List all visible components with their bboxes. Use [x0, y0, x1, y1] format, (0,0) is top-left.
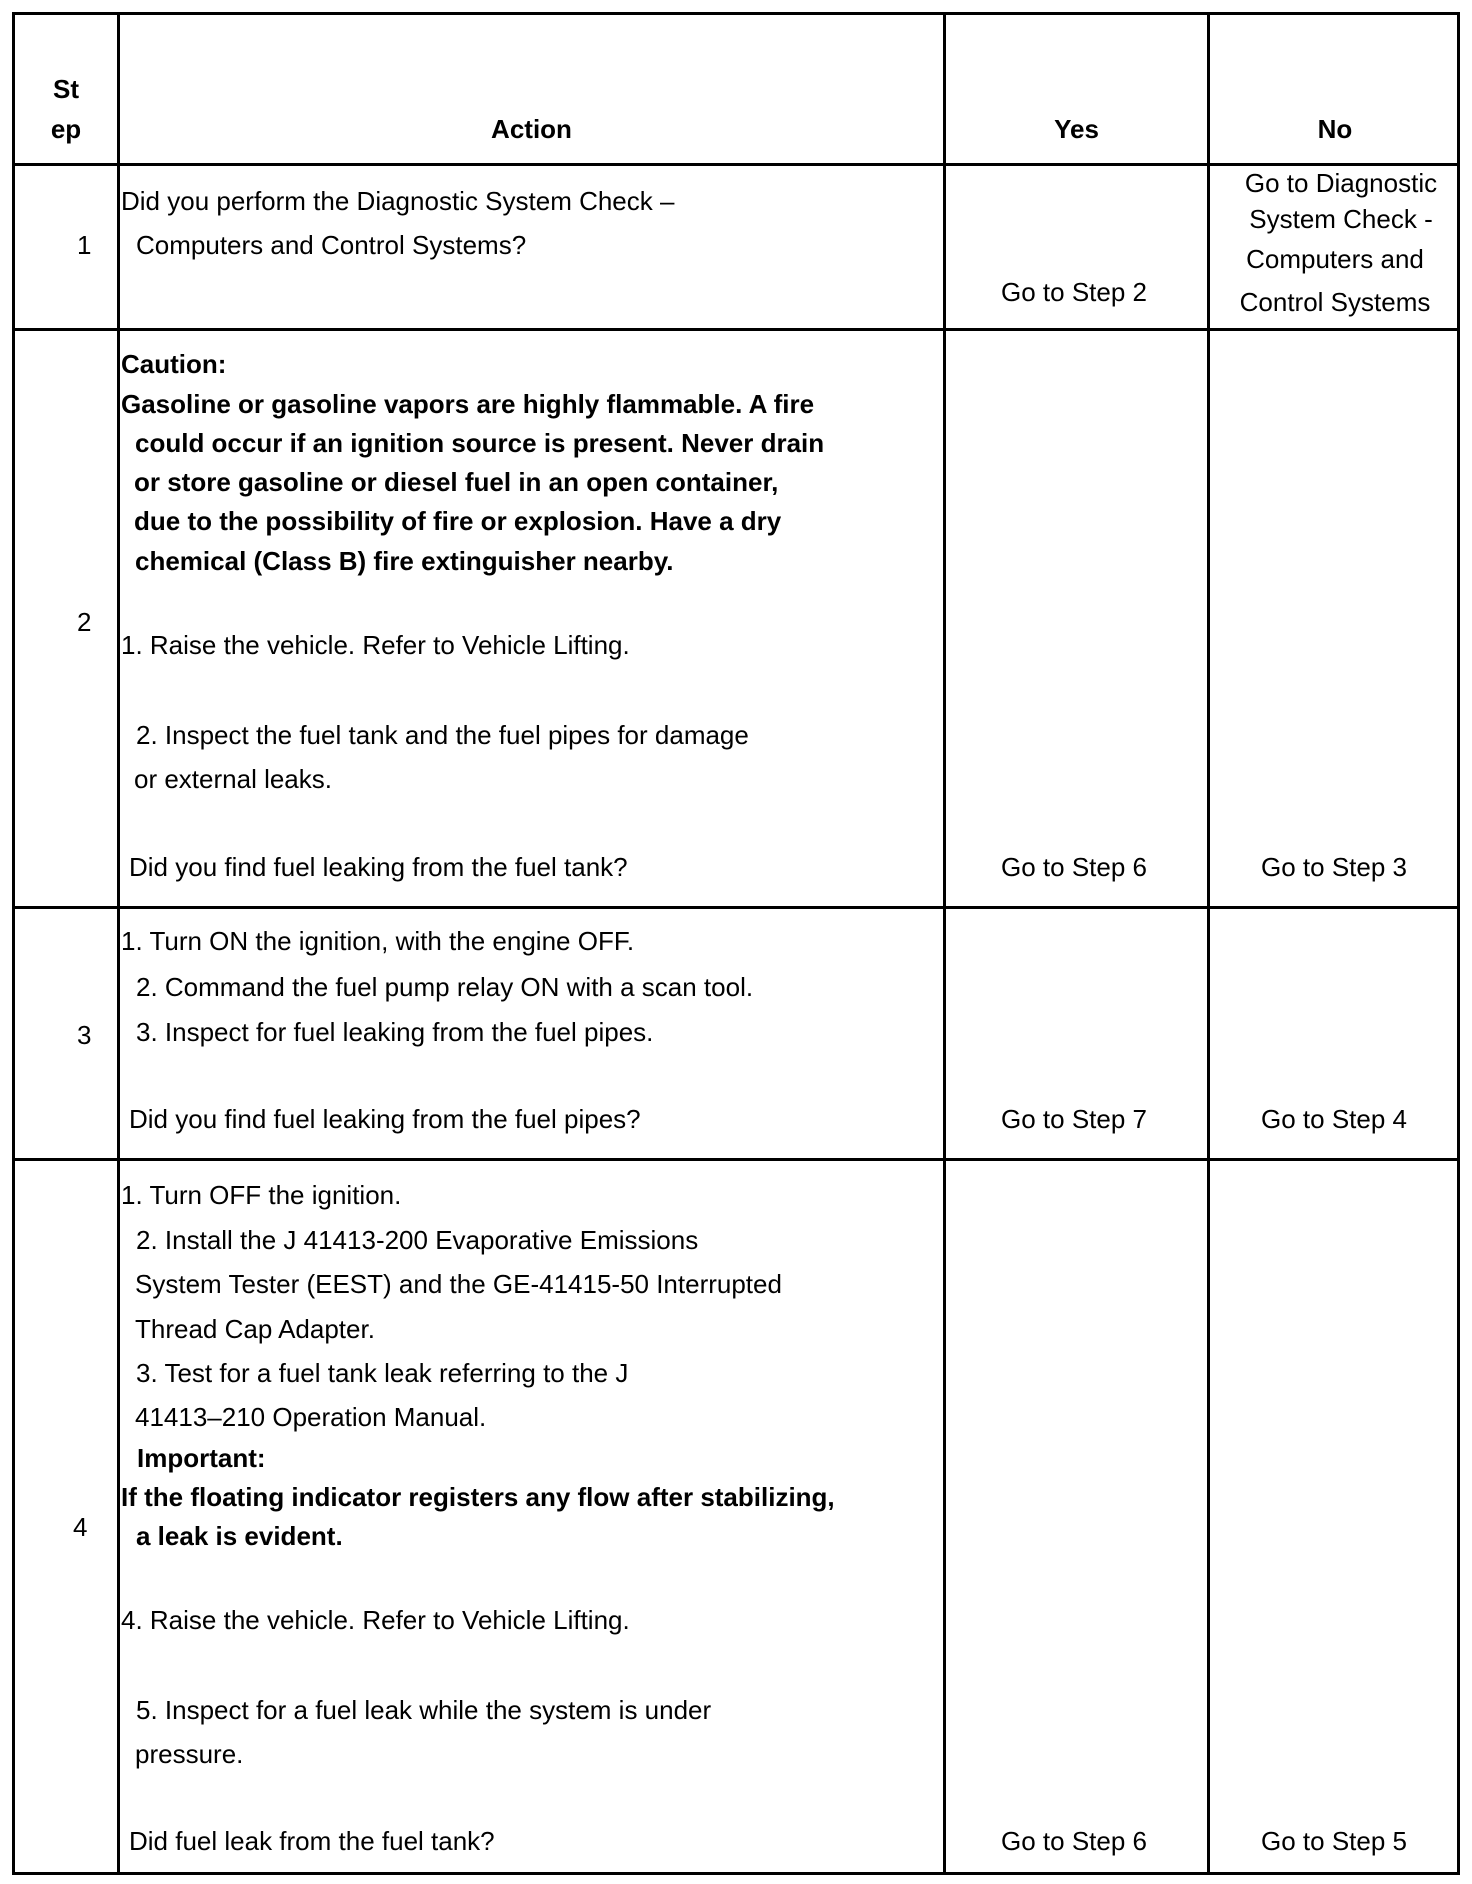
action-step: 41413–210 Operation Manual. — [135, 1402, 487, 1432]
caution-title: Caution: — [121, 349, 227, 379]
no-result: Go to Step 4 — [1261, 1104, 1407, 1134]
header-step-line2: ep — [50, 114, 82, 144]
action-step: 1. Raise the vehicle. Refer to Vehicle Lifting. — [121, 630, 630, 660]
caution-text: Gasoline or gasoline vapors are highly flammable. A fire — [121, 389, 815, 419]
no-result: Control Systems — [1239, 287, 1431, 317]
action-text: Did you perform the Diagnostic System Check – — [121, 186, 675, 216]
column-divider — [117, 15, 120, 1872]
action-step: 1. Turn OFF the ignition. — [121, 1180, 402, 1210]
caution-text: due to the possibility of fire or explosion. Have a dry — [134, 506, 782, 536]
action-question: Did you find fuel leaking from the fuel tank? — [129, 852, 628, 882]
header-step-line1: St — [53, 74, 79, 104]
action-step: System Tester (EEST) and the GE-41415-50 Interrupted — [135, 1269, 782, 1299]
header-no: No — [1317, 114, 1353, 144]
action-step: 2. Command the fuel pump relay ON with a scan tool. — [136, 972, 754, 1002]
header-yes: Yes — [1054, 114, 1099, 144]
no-result: Go to Step 5 — [1261, 1826, 1407, 1856]
no-result: Computers and — [1246, 244, 1424, 274]
header-action: Action — [491, 114, 572, 144]
column-divider — [943, 15, 946, 1872]
action-step: 5. Inspect for a fuel leak while the system is under — [136, 1695, 712, 1725]
yes-result: Go to Step 7 — [1001, 1104, 1147, 1134]
action-question: Did fuel leak from the fuel tank? — [129, 1826, 495, 1856]
action-step: 2. Install the J 41413-200 Evaporative Emissions — [136, 1225, 699, 1255]
important-text: a leak is evident. — [136, 1521, 343, 1551]
important-text: If the floating indicator registers any flow after stabilizing, — [121, 1482, 835, 1512]
action-step: 4. Raise the vehicle. Refer to Vehicle Lifting. — [121, 1605, 630, 1635]
yes-result: Go to Step 6 — [1001, 1826, 1147, 1856]
no-result: Go to Diagnostic — [1244, 168, 1438, 198]
action-step: 1. Turn ON the ignition, with the engine OFF. — [121, 926, 635, 956]
row-divider — [15, 163, 1457, 166]
action-step: 3. Inspect for fuel leaking from the fuel pipes. — [136, 1017, 654, 1047]
no-result: System Check - — [1249, 204, 1433, 234]
action-question: Did you find fuel leaking from the fuel pipes? — [129, 1104, 641, 1134]
row-divider — [15, 328, 1457, 331]
caution-text: could occur if an ignition source is present. Never drain — [135, 428, 825, 458]
action-step: 2. Inspect the fuel tank and the fuel pipes for damage — [136, 720, 749, 750]
diagnostic-table — [12, 12, 1460, 1875]
important-title: Important: — [137, 1443, 266, 1473]
step-number: 4 — [73, 1512, 88, 1542]
yes-result: Go to Step 2 — [1001, 277, 1147, 307]
step-number: 2 — [77, 607, 92, 637]
caution-text: chemical (Class B) fire extinguisher nearby. — [135, 546, 674, 576]
yes-result: Go to Step 6 — [1001, 852, 1147, 882]
action-step: or external leaks. — [134, 764, 332, 794]
action-text: Computers and Control Systems? — [136, 230, 527, 260]
no-result: Go to Step 3 — [1261, 852, 1407, 882]
step-number: 1 — [77, 230, 92, 260]
action-step: pressure. — [135, 1739, 244, 1769]
action-step: 3. Test for a fuel tank leak referring to the J — [136, 1358, 629, 1388]
row-divider — [15, 1158, 1457, 1161]
row-divider — [15, 906, 1457, 909]
step-number: 3 — [77, 1020, 92, 1050]
caution-text: or store gasoline or diesel fuel in an open container, — [134, 467, 779, 497]
action-step: Thread Cap Adapter. — [135, 1314, 375, 1344]
